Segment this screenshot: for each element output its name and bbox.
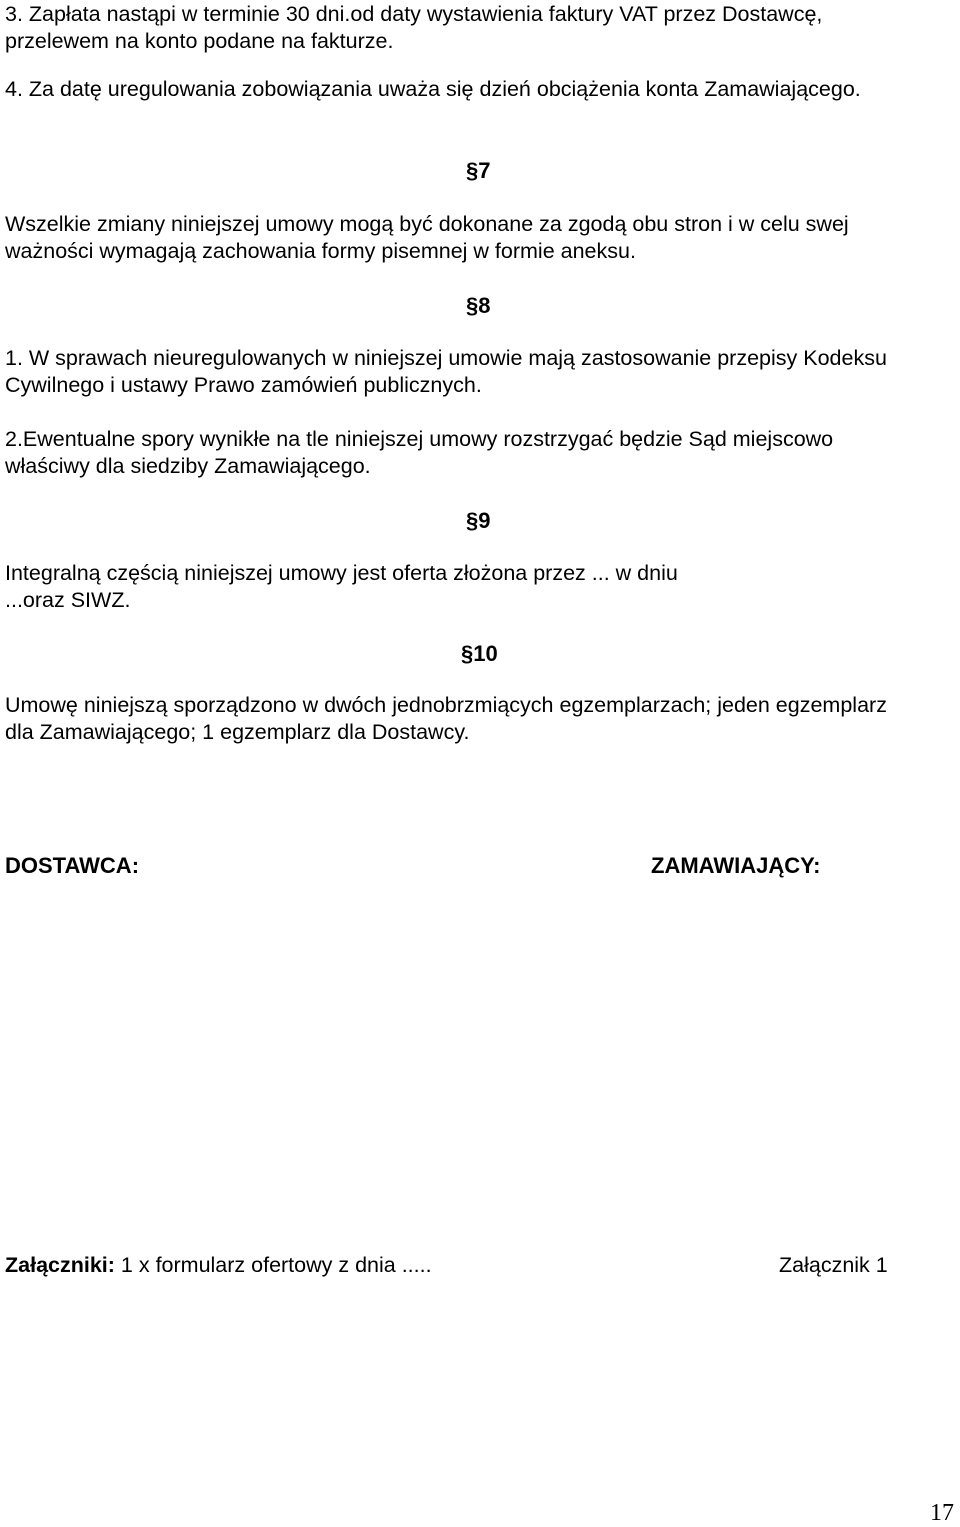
buyer-signature-label: ZAMAWIAJĄCY: [651, 853, 821, 878]
text-line: 2.Ewentualne spory wynikłe na tle niniejszej umowy rozstrzygać będzie Sąd miejscowo [5, 427, 834, 451]
paragraph-integral-part [5, 560, 960, 614]
text-line: 3. Zapłata nastąpi w terminie 30 dni.od daty wystawienia faktury VAT przez Dostawcę, [5, 2, 823, 26]
text-line: Umowę niniejszą sporządzono w dwóch jednobrzmiących egzemplarzach; jeden egzemplarz [5, 693, 887, 717]
paragraph-payment-date [5, 76, 960, 103]
attachments-label: Załączniki: [5, 1253, 115, 1277]
paragraph-payment-term [5, 1, 960, 55]
text-line: 1. W sprawach nieuregulowanych w niniejszej umowie mają zastosowanie przepisy Kodeksu [5, 346, 887, 370]
text-line: Integralną częścią niniejszej umowy jest oferta złożona przez ... w dniu [5, 561, 678, 585]
text-line: ważności wymagają zachowania formy pisemnej w formie aneksu. [5, 239, 636, 263]
paragraph-disputes [5, 426, 960, 480]
text-line: 4. Za datę uregulowania zobowiązania uważa się dzień obciążenia konta Zamawiającego. [5, 77, 861, 101]
page-number: 17 [930, 1500, 954, 1526]
section-7-heading: §7 [466, 158, 491, 183]
paragraph-copies [5, 692, 960, 746]
text-line: ...oraz SIWZ. [5, 588, 131, 612]
text-line: Cywilnego i ustawy Prawo zamówień publicznych. [5, 373, 482, 397]
attachment-number: Załącznik 1 [779, 1253, 888, 1277]
paragraph-applicable-law [5, 345, 960, 399]
text-line: przelewem na konto podane na fakturze. [5, 29, 394, 53]
text-line: Wszelkie zmiany niniejszej umowy mogą być dokonane za zgodą obu stron i w celu swej [5, 212, 849, 236]
text-line: dla Zamawiającego; 1 egzemplarz dla Dostawcy. [5, 720, 470, 744]
section-10-heading: §10 [461, 641, 498, 666]
section-8-heading: §8 [466, 293, 491, 318]
text-line: właściwy dla siedziby Zamawiającego. [5, 454, 371, 478]
supplier-signature-label: DOSTAWCA: [5, 853, 140, 878]
section-9-heading: §9 [466, 508, 491, 533]
paragraph-amendments [5, 211, 960, 265]
attachments-description: 1 x formularz ofertowy z dnia ..... [114, 1253, 432, 1277]
